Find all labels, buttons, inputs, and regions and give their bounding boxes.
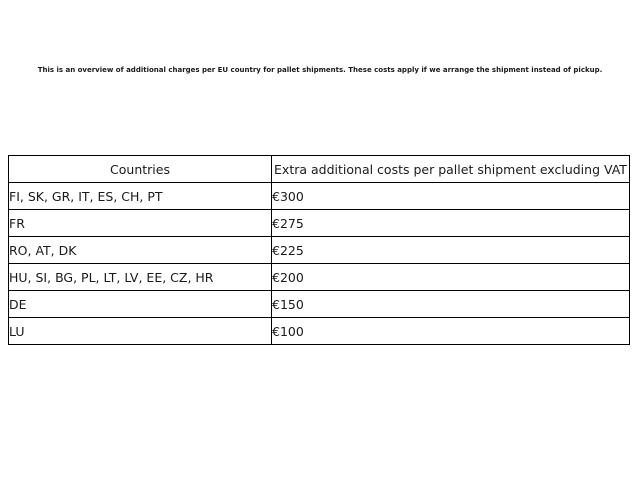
table-row bbox=[9, 210, 630, 237]
table-row bbox=[9, 318, 630, 345]
countries-cell: HU, SI, BG, PL, LT, LV, EE, CZ, HR bbox=[9, 264, 272, 291]
table-row bbox=[9, 291, 630, 318]
figure-title: This is an overview of additional charges per EU country for pallet shipments. These costs apply if we arrange the shipment instead of pickup. bbox=[37, 66, 603, 74]
table-row bbox=[9, 264, 630, 291]
cost-cell: €300 bbox=[272, 183, 630, 210]
cost-cell: €275 bbox=[272, 210, 630, 237]
table-row bbox=[9, 237, 630, 264]
countries-cell: RO, AT, DK bbox=[9, 237, 272, 264]
cost-cell: €100 bbox=[272, 318, 630, 345]
countries-cell: DE bbox=[9, 291, 272, 318]
countries-cell: FI, SK, GR, IT, ES, CH, PT bbox=[9, 183, 272, 210]
countries-cell: FR bbox=[9, 210, 272, 237]
cost-cell: €150 bbox=[272, 291, 630, 318]
charges-table bbox=[8, 155, 630, 345]
countries-cell: LU bbox=[9, 318, 272, 345]
column-header-cost: Extra additional costs per pallet shipment excluding VAT bbox=[272, 156, 630, 183]
cost-cell: €200 bbox=[272, 264, 630, 291]
header-row bbox=[9, 156, 630, 183]
column-header-countries: Countries bbox=[9, 156, 272, 183]
cost-cell: €225 bbox=[272, 237, 630, 264]
table-row bbox=[9, 183, 630, 210]
